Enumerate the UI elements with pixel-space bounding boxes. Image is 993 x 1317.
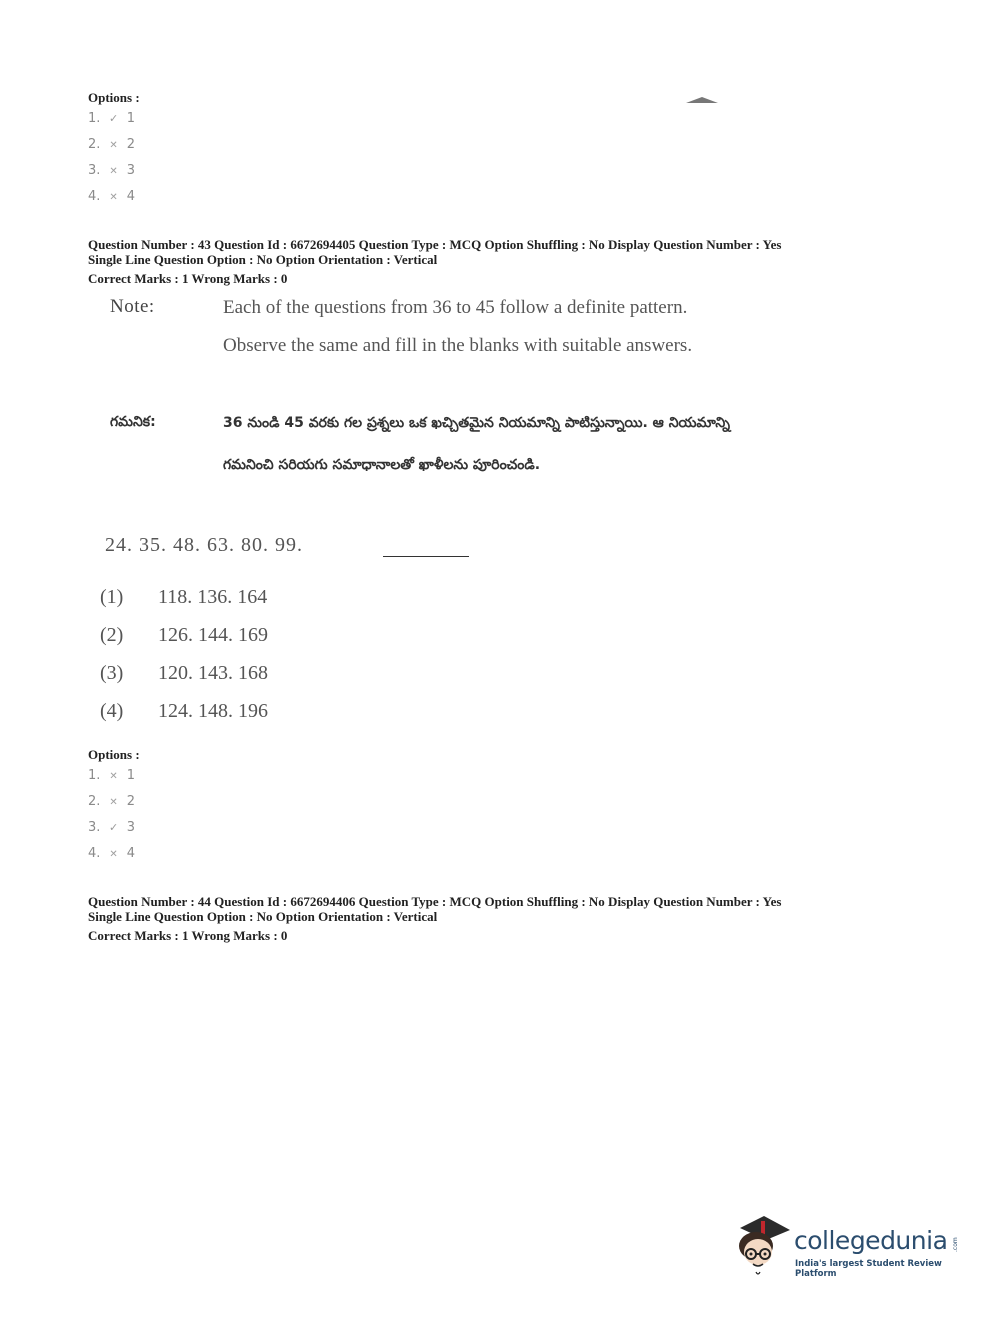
- telugu-note-line: గమనించి సరియగు సమాధానాలతో ఖాళీలను పూరించండి.: [223, 457, 541, 473]
- option-item: [88, 789, 135, 815]
- option-number: 2.: [88, 794, 101, 809]
- option-number: 3.: [88, 820, 101, 835]
- choice-item: [100, 578, 268, 616]
- meta-line: Question Number : 44 Question Id : 6672694406 Question Type : MCQ Option Shuffling : No Display Question Number : Yes: [88, 894, 782, 909]
- option-item: [88, 815, 135, 841]
- logo-tagline: India's largest Student Review Platform: [795, 1259, 942, 1279]
- answer-choices: [100, 578, 268, 730]
- options-label: Options :: [88, 747, 140, 762]
- telugu-note-body: [223, 402, 730, 486]
- option-number: 1.: [88, 111, 101, 126]
- option-value: 4: [126, 189, 135, 204]
- option-value: 3: [126, 163, 135, 178]
- option-number: 1.: [88, 768, 101, 783]
- cross-icon: ✕: [109, 797, 118, 808]
- choice-item: [100, 692, 268, 730]
- option-value: 2: [126, 794, 135, 809]
- meta-line: Correct Marks : 1 Wrong Marks : 0: [88, 271, 288, 286]
- option-value: 1: [126, 768, 135, 783]
- cross-icon: ✕: [109, 166, 118, 177]
- option-item: [88, 841, 135, 867]
- option-value: 4: [126, 846, 135, 861]
- logo-wordmark: collegedunia: [794, 1226, 948, 1255]
- mascot-icon: [734, 1212, 792, 1278]
- collegedunia-logo[interactable]: [734, 1212, 959, 1282]
- note-body: [223, 289, 692, 365]
- option-item: [88, 158, 135, 184]
- option-number: 4.: [88, 846, 101, 861]
- q43-options-list: [88, 763, 135, 867]
- choice-number: (2): [100, 624, 124, 646]
- check-icon: ✓: [108, 821, 119, 834]
- choice-text: 124. 148. 196: [158, 700, 268, 722]
- option-item: [88, 184, 135, 210]
- telugu-note-line: 36 నుండి 45 వరకు గల ప్రశ్నలు ఒక ఖచ్చితమైన నియమాన్ని పాటిస్తున్నాయి. ఆ నియమాన్ని: [223, 415, 731, 431]
- choice-text: 118. 136. 164: [158, 586, 268, 608]
- option-item: [88, 763, 135, 789]
- option-number: 4.: [88, 189, 101, 204]
- choice-text: 126. 144. 169: [158, 624, 268, 646]
- telugu-note-label: గమనిక:: [110, 414, 156, 430]
- number-series: 24. 35. 48. 63. 80. 99.: [105, 534, 303, 556]
- note-label: Note:: [110, 296, 155, 317]
- choice-item: [100, 616, 268, 654]
- option-value: 2: [126, 137, 135, 152]
- question-43-meta: [88, 237, 781, 286]
- meta-line: Single Line Question Option : No Option Orientation : Vertical: [88, 909, 438, 924]
- option-item: [88, 106, 135, 132]
- cross-icon: ✕: [109, 849, 118, 860]
- choice-number: (1): [100, 586, 124, 608]
- choice-number: (4): [100, 700, 124, 722]
- note-line: Observe the same and fill in the blanks with suitable answers.: [223, 335, 693, 356]
- cross-icon: ✕: [109, 140, 118, 151]
- check-icon: ✓: [108, 112, 119, 125]
- cross-icon: ✕: [109, 192, 118, 203]
- option-number: 3.: [88, 163, 101, 178]
- logo-com: .com: [952, 1237, 959, 1252]
- option-value: 3: [126, 820, 135, 835]
- choice-number: (3): [100, 662, 124, 684]
- options-label: Options :: [88, 90, 140, 105]
- answer-blank: [383, 556, 469, 557]
- meta-line: Question Number : 43 Question Id : 6672694405 Question Type : MCQ Option Shuffling : No Display Question Number : Yes: [88, 237, 782, 252]
- choice-text: 120. 143. 168: [158, 662, 268, 684]
- scroll-to-top-icon[interactable]: [686, 97, 718, 103]
- note-line: Each of the questions from 36 to 45 follow a definite pattern.: [223, 297, 688, 318]
- option-value: 1: [126, 111, 135, 126]
- prev-options-list: [88, 106, 135, 210]
- option-number: 2.: [88, 137, 101, 152]
- option-item: [88, 132, 135, 158]
- choice-item: [100, 654, 268, 692]
- cross-icon: ✕: [109, 771, 118, 782]
- meta-line: Correct Marks : 1 Wrong Marks : 0: [88, 928, 288, 943]
- meta-line: Single Line Question Option : No Option Orientation : Vertical: [88, 252, 438, 267]
- question-44-meta: [88, 894, 781, 943]
